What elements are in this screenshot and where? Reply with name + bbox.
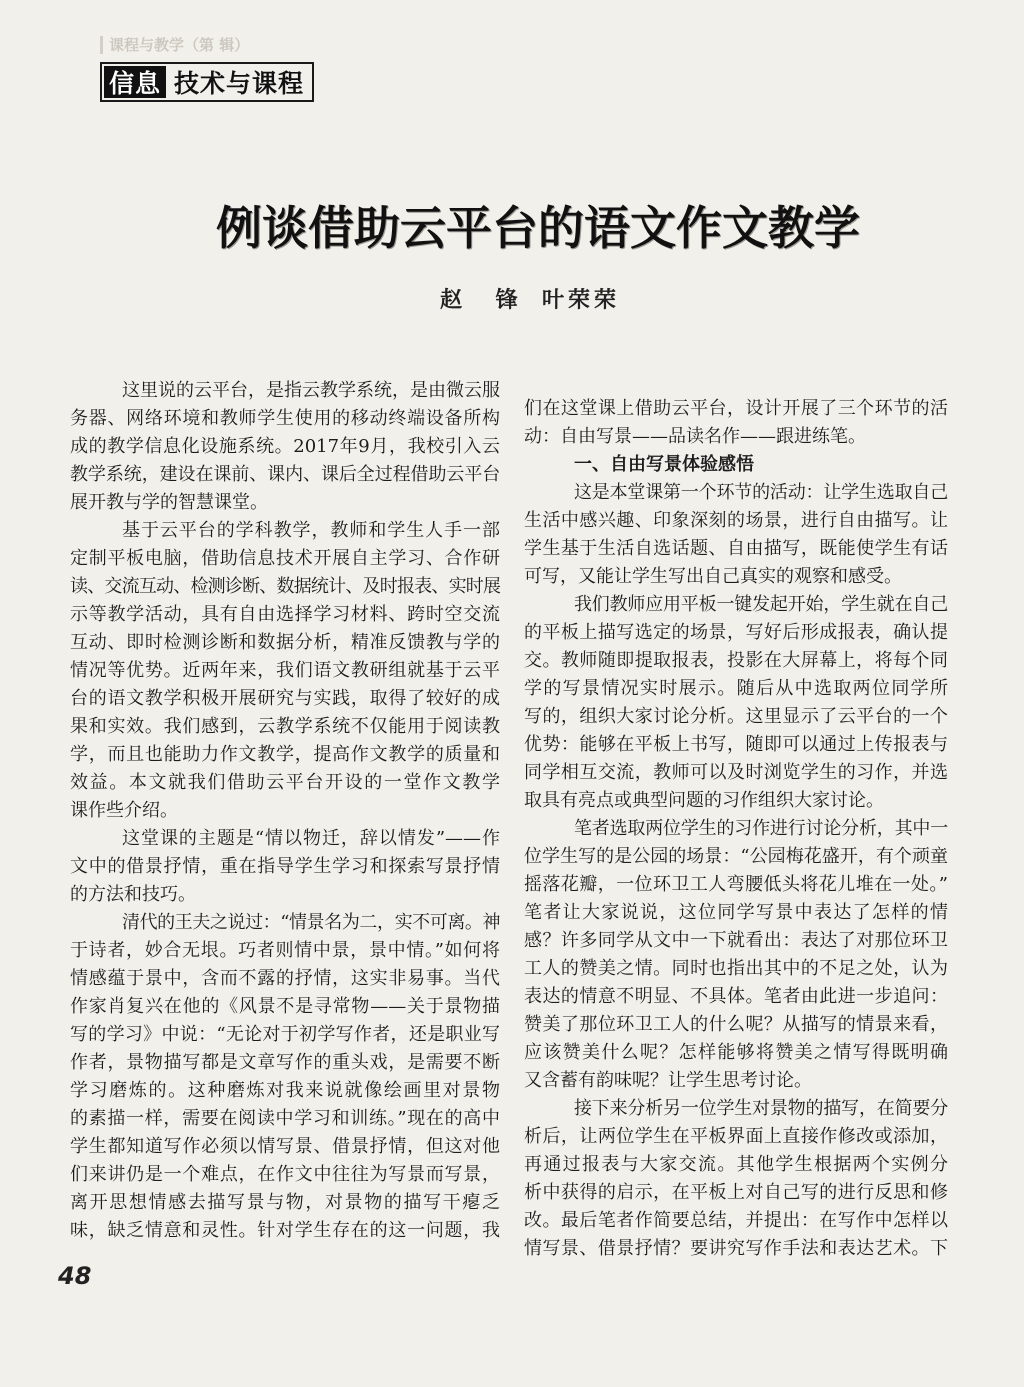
text-line: 学习磨炼的。这种磨炼对我来说就像绘画里对景物 xyxy=(70,1080,500,1101)
left-text-column xyxy=(70,377,500,1245)
text-line: 果和实效。我们感到，云教学系统不仅能用于阅读教 xyxy=(70,716,500,737)
text-line: 感？许多同学从文中一下就看出：表达了对那位环卫 xyxy=(524,930,948,951)
text-line: 赞美了那位环卫工人的什么呢？从描写的情景来看， xyxy=(524,1014,948,1035)
right-text-column xyxy=(524,395,948,1263)
text-line: 们来讲仍是一个难点，在作文中往往为写景而写景， xyxy=(70,1164,500,1185)
text-line: 效益。本文就我们借助云平台开设的一堂作文教学 xyxy=(70,772,500,793)
text-line: 作者，景物描写都是文章写作的重头戏，是需要不断 xyxy=(70,1052,500,1073)
text-line: 味，缺乏情意和灵性。针对学生存在的这一问题，我 xyxy=(70,1220,500,1241)
article-title: 例谈借助云平台的语文作文教学 xyxy=(216,201,860,255)
text-line: 离开思想情感去描写景与物，对景物的描写干瘪乏 xyxy=(70,1192,500,1213)
text-line: 课作些介绍。 xyxy=(70,800,178,821)
text-line: 这是本堂课第一个环节的活动：让学生选取自己 xyxy=(574,482,948,503)
text-line: 情写景、借景抒情？要讲究写作手法和表达艺术。下 xyxy=(524,1238,948,1259)
text-line: 读、交流互动、检测诊断、数据统计、及时报表、实时展 xyxy=(70,576,500,597)
text-line: 我们教师应用平板一键发起开始，学生就在自己 xyxy=(574,594,948,615)
text-line: 示等教学活动，具有自由选择学习材料、跨时空交流 xyxy=(70,604,500,625)
text-line: 文中的借景抒情，重在指导学生学习和探索写景抒情 xyxy=(70,856,500,877)
text-line: 台的语文教学积极开展研究与实践，取得了较好的成 xyxy=(70,688,500,709)
text-line: 清代的王夫之说过：“情景名为二，实不可离。神 xyxy=(122,912,500,933)
text-line: 的方法和技巧。 xyxy=(70,884,196,905)
text-line: 互动、即时检测诊断和数据分析，精准反馈教与学的 xyxy=(70,632,500,653)
text-line: 优势：能够在平板上书写，随即可以通过上传报表与 xyxy=(524,734,948,755)
text-line: 工人的赞美之情。同时也指出其中的不足之处，认为 xyxy=(524,958,948,979)
paragraph xyxy=(70,377,500,517)
text-line: 学的写景情况实时展示。随后从中选取两位同学所 xyxy=(524,678,948,699)
text-line: 们在这堂课上借助云平台，设计开展了三个环节的活 xyxy=(524,398,948,419)
text-line: 成的教学信息化设施系统。2017年9月，我校引入云 xyxy=(70,436,500,457)
text-line: 位学生写的是公园的场景：“公园梅花盛开，有个顽童 xyxy=(524,846,948,867)
text-line: 应该赞美什么呢？怎样能够将赞美之情写得既明确 xyxy=(524,1042,948,1063)
page-number: 48 xyxy=(58,1262,92,1290)
text-line: 改。最后笔者作简要总结，并提出：在写作中怎样以 xyxy=(524,1210,948,1231)
text-line: 摇落花瓣，一位环卫工人弯腰低头将花儿堆在一处。” xyxy=(524,874,948,895)
text-line: 定制平板电脑，借助信息技术开展自主学习、合作研 xyxy=(70,548,500,569)
text-line: 交。教师随即提取报表，投影在大屏幕上，将每个同 xyxy=(524,650,948,671)
text-line: 学生基于生活自选话题、自由描写，既能使学生有话 xyxy=(524,538,948,559)
paragraph xyxy=(70,825,500,909)
author-1: 赵 锋 xyxy=(440,287,518,313)
paragraph xyxy=(524,479,948,591)
text-line: 务器、网络环境和教师学生使用的移动终端设备所构 xyxy=(70,408,500,429)
section-tag-highlight: 信息 xyxy=(104,66,166,98)
text-line: 可写，又能让学生写出自己真实的观察和感受。 xyxy=(524,566,902,587)
text-line: 接下来分析另一位学生对景物的描写，在简要分 xyxy=(574,1098,948,1119)
text-line: 写的，组织大家讨论分析。这里显示了云平台的一个 xyxy=(524,706,948,727)
text-line: 这里说的云平台，是指云教学系统，是由微云服 xyxy=(122,380,500,401)
text-line: 情况等优势。近两年来，我们语文教研组就基于云平 xyxy=(70,660,500,681)
text-line: 笔者选取两位学生的习作进行讨论分析，其中一 xyxy=(574,818,948,839)
text-line: 基于云平台的学科教学，教师和学生人手一部 xyxy=(122,520,500,541)
section-tag-label: 技术与课程 xyxy=(174,69,305,98)
section-heading: 一、自由写景体验感悟 xyxy=(574,454,754,475)
text-line: 学，而且也能助力作文教学，提高作文教学的质量和 xyxy=(70,744,500,765)
text-line: 的素描一样，需要在阅读中学习和训练。”现在的高中 xyxy=(70,1108,500,1129)
text-line: 取具有亮点或典型问题的习作组织大家讨论。 xyxy=(524,790,884,811)
text-line: 笔者让大家说说，这位同学写景中表达了怎样的情 xyxy=(524,902,948,923)
text-line: 情感蕴于景中，含而不露的抒情，这实非易事。当代 xyxy=(70,968,500,989)
paragraph xyxy=(524,815,948,1095)
text-line: 又含蓄有韵味呢？让学生思考讨论。 xyxy=(524,1070,812,1091)
text-line: 写的学习》中说：“无论对于初学写作者，还是职业写 xyxy=(70,1024,500,1045)
paragraph xyxy=(524,591,948,815)
text-line: 生活中感兴趣、印象深刻的场景，进行自由描写。让 xyxy=(524,510,948,531)
paragraph xyxy=(524,395,948,451)
paragraph xyxy=(70,517,500,825)
text-line: 同学相互交流，教师可以及时浏览学生的习作，并选 xyxy=(524,762,948,783)
text-line: 学生都知道写作必须以情写景、借景抒情，但这对他 xyxy=(70,1136,500,1157)
text-line: 表达的情意不明显、不具体。笔者由此进一步追问： xyxy=(524,986,948,1007)
text-line: 再通过报表与大家交流。其他学生根据两个实例分 xyxy=(524,1154,948,1175)
author-2: 叶荣荣 xyxy=(542,287,621,313)
text-line: 的平板上描写选定的场景，写好后形成报表，确认提 xyxy=(524,622,948,643)
paragraph xyxy=(524,1095,948,1263)
text-line: 析后，让两位学生在平板界面上直接作修改或添加， xyxy=(524,1126,948,1147)
text-line: 于诗者，妙合无垠。巧者则情中景，景中情。”如何将 xyxy=(70,940,500,961)
section-tag xyxy=(100,62,314,102)
text-line: 动：自由写景——品读名作——跟进练笔。 xyxy=(524,426,866,447)
text-line: 析中获得的启示，在平板上对自己写的进行反思和修 xyxy=(524,1182,948,1203)
text-line: 展开教与学的智慧课堂。 xyxy=(70,492,268,513)
text-line: 这堂课的主题是“情以物迁，辞以情发”——作 xyxy=(122,828,500,849)
paragraph xyxy=(70,909,500,1245)
text-line: 作家肖复兴在他的《风景不是寻常物——关于景物描 xyxy=(70,996,500,1017)
text-line: 教学系统，建设在课前、课内、课后全过程借助云平台 xyxy=(70,464,500,485)
running-header: 课程与教学（第 辑） xyxy=(100,36,249,54)
